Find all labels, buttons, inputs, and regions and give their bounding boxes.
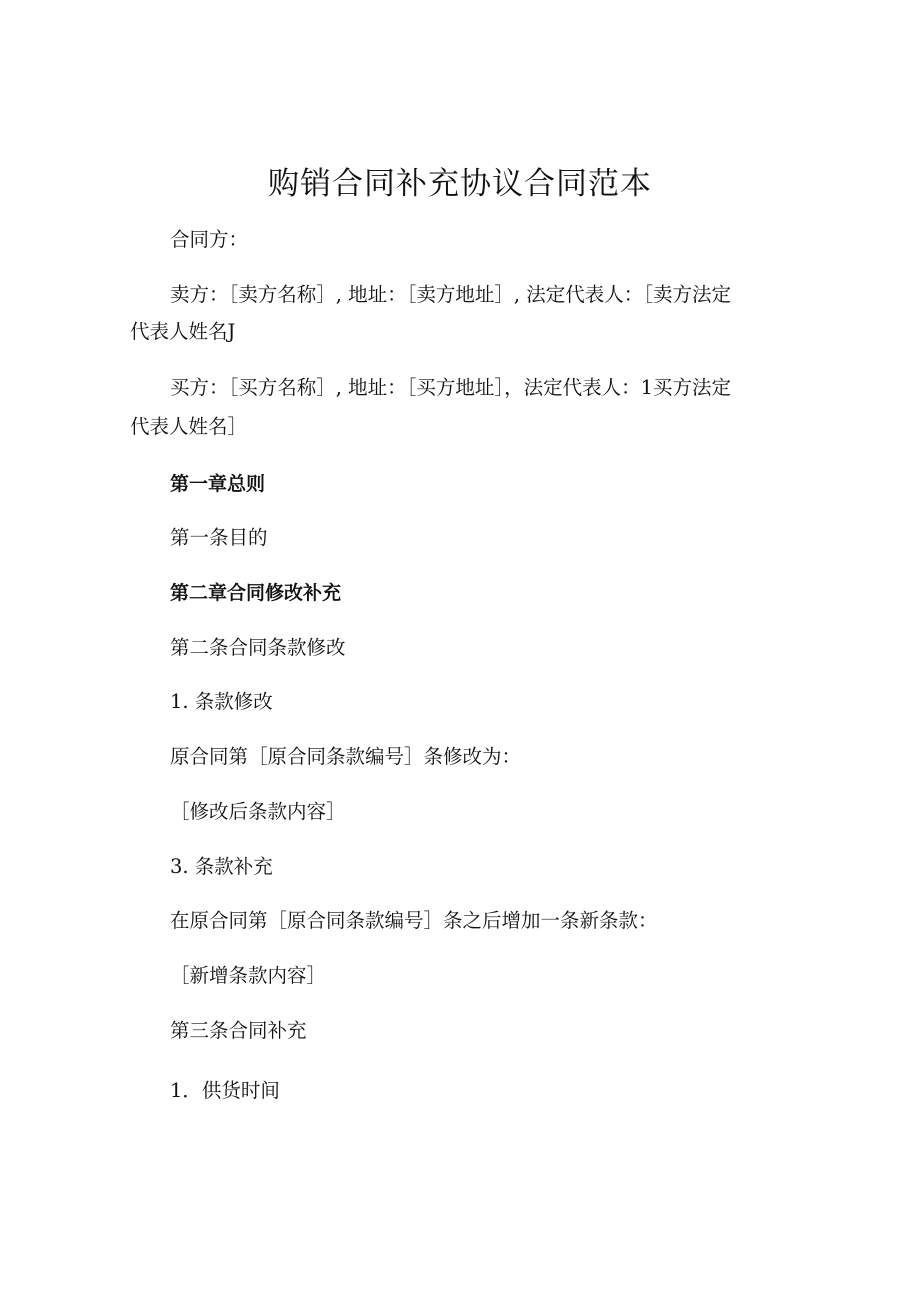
add-clause-text: 在原合同第［原合同条款编号］条之后增加一条新条款： bbox=[170, 909, 658, 932]
chapter-2-heading: 第二章合同修改补充 bbox=[170, 582, 342, 604]
modified-content-placeholder: ［修改后条款内容］ bbox=[170, 800, 346, 823]
seller-line-2: 代表人姓名J bbox=[130, 320, 236, 343]
supply-time-item: 1．供货时间 bbox=[170, 1079, 280, 1102]
article-3-heading: 第三条合同补充 bbox=[170, 1019, 307, 1042]
buyer-line-2: 代表人姓名］ bbox=[130, 415, 248, 438]
new-content-placeholder: ［新增条款内容］ bbox=[170, 964, 327, 987]
chapter-1-heading: 第一章总则 bbox=[170, 473, 266, 495]
buyer-line-1: 买方：［买方名称］, 地址：［买方地址］，法定代表人：1买方法定 bbox=[170, 376, 732, 399]
document-title: 购销合同补充协议合同范本 bbox=[268, 166, 652, 202]
seller-line-1: 卖方：［卖方名称］, 地址：［卖方地址］, 法定代表人：［卖方法定 bbox=[170, 283, 732, 306]
item-3-heading: 3. 条款补充 bbox=[170, 855, 273, 878]
article-1-heading: 第一条目的 bbox=[170, 526, 268, 549]
parties-heading: 合同方： bbox=[170, 228, 249, 251]
modify-clause-text: 原合同第［原合同条款编号］条修改为： bbox=[170, 745, 522, 768]
item-1-heading: 1. 条款修改 bbox=[170, 690, 273, 713]
article-2-heading: 第二条合同条款修改 bbox=[170, 636, 346, 659]
